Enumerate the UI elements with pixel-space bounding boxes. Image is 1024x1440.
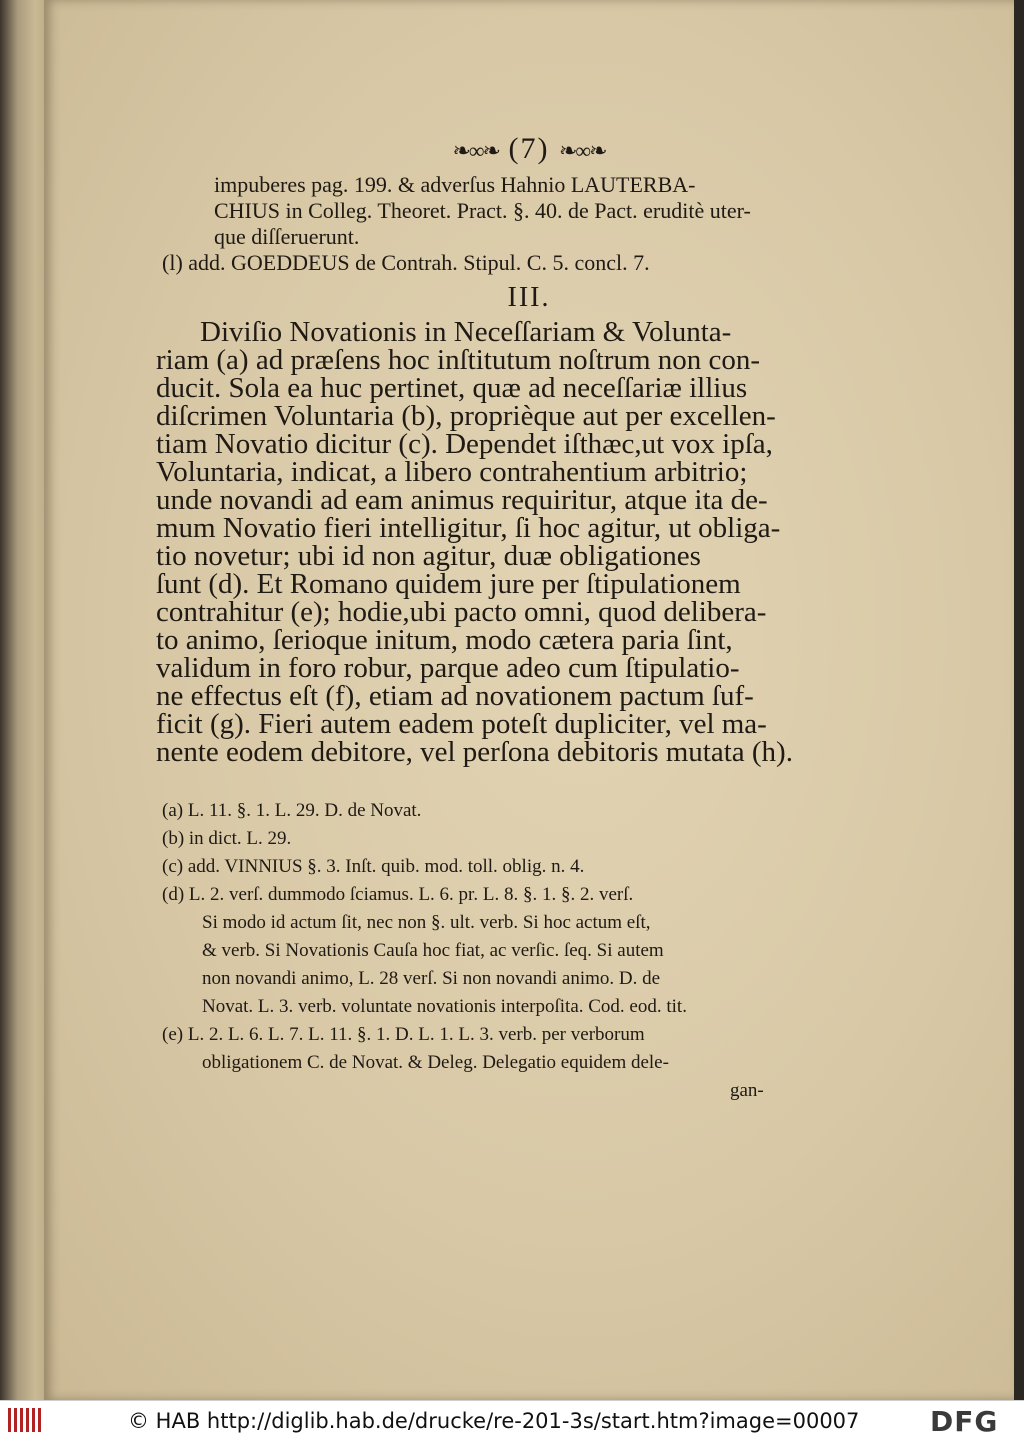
- footnote-catchword: gan-: [730, 1080, 764, 1101]
- section-heading: III.: [507, 282, 551, 313]
- top-note-line: impuberes pag. 199. & adverſus Hahnio LAUTERBA-: [214, 172, 696, 197]
- top-note-line: (l) add. GOEDDEUS de Contrah. Stipul. C. 5. concl. 7.: [162, 250, 650, 275]
- dfg-logo: DFG: [930, 1405, 999, 1438]
- footnote-line: (e) L. 2. L. 6. L. 7. L. 11. §. 1. D. L. 1. L. 3. verb. per verborum: [162, 1024, 645, 1045]
- footer-bar: [0, 1400, 1024, 1440]
- body-line: to animo, ſerioque initum, modo cætera paria ſint,: [156, 624, 733, 656]
- body-line: ducit. Sola ea huc pertinet, quæ ad neceſſariæ illius: [156, 372, 748, 404]
- body-line: nente eodem debitore, vel perſona debitoris mutata (h).: [156, 736, 793, 768]
- body-line: ficit (g). Fieri autem eadem poteſt dupliciter, vel ma-: [156, 708, 767, 740]
- book-page: [44, 0, 1014, 1400]
- body-line: unde novandi ad eam animus requiritur, atque ita de-: [156, 484, 768, 516]
- footnote-line: (d) L. 2. verſ. dummodo ſciamus. L. 6. pr. L. 8. §. 1. §. 2. verſ.: [162, 884, 634, 905]
- footnote-line: Si modo id actum ſit, nec non §. ult. verb. Si hoc actum eſt,: [202, 912, 651, 933]
- ornament-right-icon: ❧∞❧: [558, 138, 606, 163]
- footnote-line: & verb. Si Novationis Cauſa hoc fiat, ac verſic. ſeq. Si autem: [202, 940, 664, 961]
- body-line: mum Novatio fieri intelligitur, ſi hoc agitur, ut obliga-: [156, 512, 781, 544]
- body-line: ſunt (d). Et Romano quidem jure per ſtipulationem: [156, 568, 741, 600]
- body-line: validum in foro robur, parque adeo cum ſtipulatio-: [156, 652, 740, 684]
- body-line: ne effectus eſt (f), etiam ad novationem pactum ſuf-: [156, 680, 754, 712]
- page-number-header: [44, 132, 1014, 166]
- top-note-line: que diſſeruerunt.: [214, 224, 360, 249]
- footnote-line: (c) add. VINNIUS §. 3. Inſt. quib. mod. toll. oblig. n. 4.: [162, 856, 585, 877]
- footnote-line: (a) L. 11. §. 1. L. 29. D. de Novat.: [162, 800, 422, 821]
- barcode-icon: [8, 1408, 44, 1432]
- body-line: Voluntaria, indicat, a libero contrahentium arbitrio;: [156, 456, 748, 488]
- previous-page-edge: [0, 0, 50, 1400]
- page-number: (7): [508, 132, 550, 165]
- footnote-line: non novandi animo, L. 28 verſ. Si non novandi animo. D. de: [202, 968, 661, 989]
- body-line: riam (a) ad præſens hoc inſtitutum noſtrum non con-: [156, 344, 761, 376]
- footnote-line: (b) in dict. L. 29.: [162, 828, 292, 849]
- footnote-line: Novat. L. 3. verb. voluntate novationis interpoſita. Cod. eod. tit.: [202, 996, 687, 1017]
- top-note-line: CHIUS in Colleg. Theoret. Pract. §. 40. de Pact. eruditè uter-: [214, 198, 751, 223]
- ornament-left-icon: ❧∞❧: [452, 138, 499, 163]
- body-line: tiam Novatio dicitur (c). Dependet iſthæc,ut vox ipſa,: [156, 428, 773, 460]
- body-line: Diviſio Novationis in Neceſſariam & Volunta-: [200, 316, 732, 348]
- footnote-line: obligationem C. de Novat. & Deleg. Delegatio equidem dele-: [202, 1052, 669, 1073]
- body-line: tio novetur; ubi id non agitur, duæ obligationes: [156, 540, 701, 572]
- body-line: contrahitur (e); hodie,ubi pacto omni, quod delibera-: [156, 596, 767, 628]
- copyright-link[interactable]: © HAB http://diglib.hab.de/drucke/re-201-3s/start.htm?image=00007: [128, 1409, 860, 1433]
- body-line: diſcrimen Voluntaria (b), proprièque aut per excellen-: [156, 400, 776, 432]
